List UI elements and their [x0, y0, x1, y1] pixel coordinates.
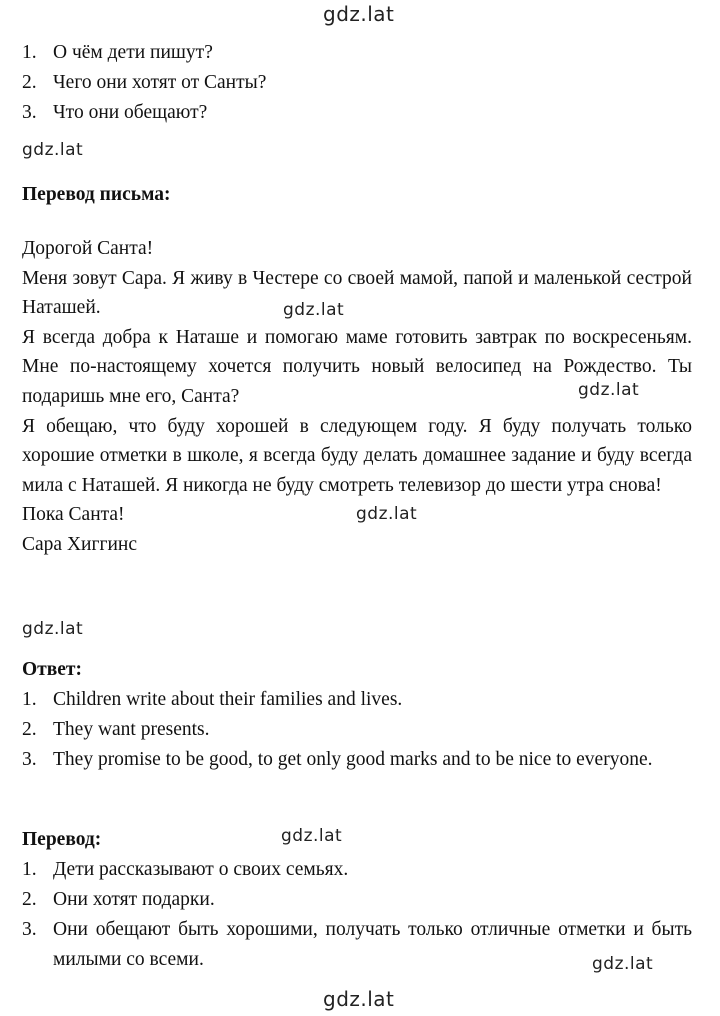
list-item — [22, 915, 692, 975]
watermark: gdz.lat — [283, 300, 345, 320]
list-item — [22, 855, 692, 885]
letter-greeting: Дорогой Санта! — [22, 238, 154, 259]
item-text: Children write about their families and lives. — [53, 689, 403, 710]
watermark: gdz.lat — [281, 826, 343, 846]
answer-heading: Ответ: — [22, 659, 83, 680]
item-text: Чего они хотят от Санты? — [53, 72, 267, 93]
letter-paragraph: Я всегда добра к Наташе и помогаю маме готовить завтрак по воскресеньям. Мне по-настоящему хочется получить новый велосипед на Рождество. Ты подаришь мне его, Санта? — [22, 326, 692, 407]
item-text: Они хотят подарки. — [53, 889, 215, 910]
list-item — [22, 885, 692, 915]
letter-paragraph: Меня зовут Сара. Я живу в Честере со своей мамой, папой и маленькой сестрой Наташей. — [22, 267, 692, 319]
item-number: 3. — [22, 919, 37, 940]
item-text: Они обещают быть хорошими, получать только отличные отметки и быть милыми со всеми. — [53, 919, 692, 970]
item-number: 2. — [22, 72, 37, 93]
item-text: О чём дети пишут? — [53, 42, 213, 63]
watermark-top: gdz.lat — [323, 2, 395, 26]
item-text: Дети рассказывают о своих семьях. — [53, 859, 349, 880]
list-item — [22, 68, 692, 98]
letter-closing: Пока Санта! — [22, 504, 125, 526]
item-number: 1. — [22, 42, 37, 63]
translation-heading: Перевод: — [22, 829, 102, 850]
list-item — [22, 685, 692, 715]
letter-paragraph: Я обещаю, что буду хорошей в следующем году. Я буду получать только хорошие отметки в школе, я всегда буду делать домашнее задание и буду всегда мила с Наташей. Я никогда не буду смотреть телевизор до шести утра снова! — [22, 415, 692, 496]
item-number: 3. — [22, 102, 37, 123]
item-text: Что они обещают? — [53, 102, 208, 123]
letter-signature: Сара Хиггинс — [22, 533, 137, 555]
list-item — [22, 38, 692, 68]
list-item — [22, 745, 692, 775]
item-number: 2. — [22, 889, 37, 910]
translation-list — [22, 855, 692, 975]
watermark: gdz.lat — [22, 619, 84, 639]
watermark: gdz.lat — [592, 954, 654, 974]
watermark: gdz.lat — [22, 140, 84, 160]
questions-list — [22, 38, 692, 128]
watermark: gdz.lat — [578, 380, 640, 400]
item-text: They want presents. — [53, 719, 210, 740]
letter-translation-heading: Перевод письма: — [22, 184, 171, 205]
list-item — [22, 715, 692, 745]
item-number: 3. — [22, 749, 37, 770]
answer-list — [22, 685, 692, 775]
letter-body — [22, 234, 692, 560]
watermark-bottom: gdz.lat — [323, 987, 395, 1011]
item-number: 2. — [22, 719, 37, 740]
watermark: gdz.lat — [356, 504, 418, 524]
item-text: They promise to be good, to get only good marks and to be nice to everyone. — [53, 749, 653, 770]
item-number: 1. — [22, 689, 37, 710]
item-number: 1. — [22, 859, 37, 880]
list-item — [22, 98, 692, 128]
